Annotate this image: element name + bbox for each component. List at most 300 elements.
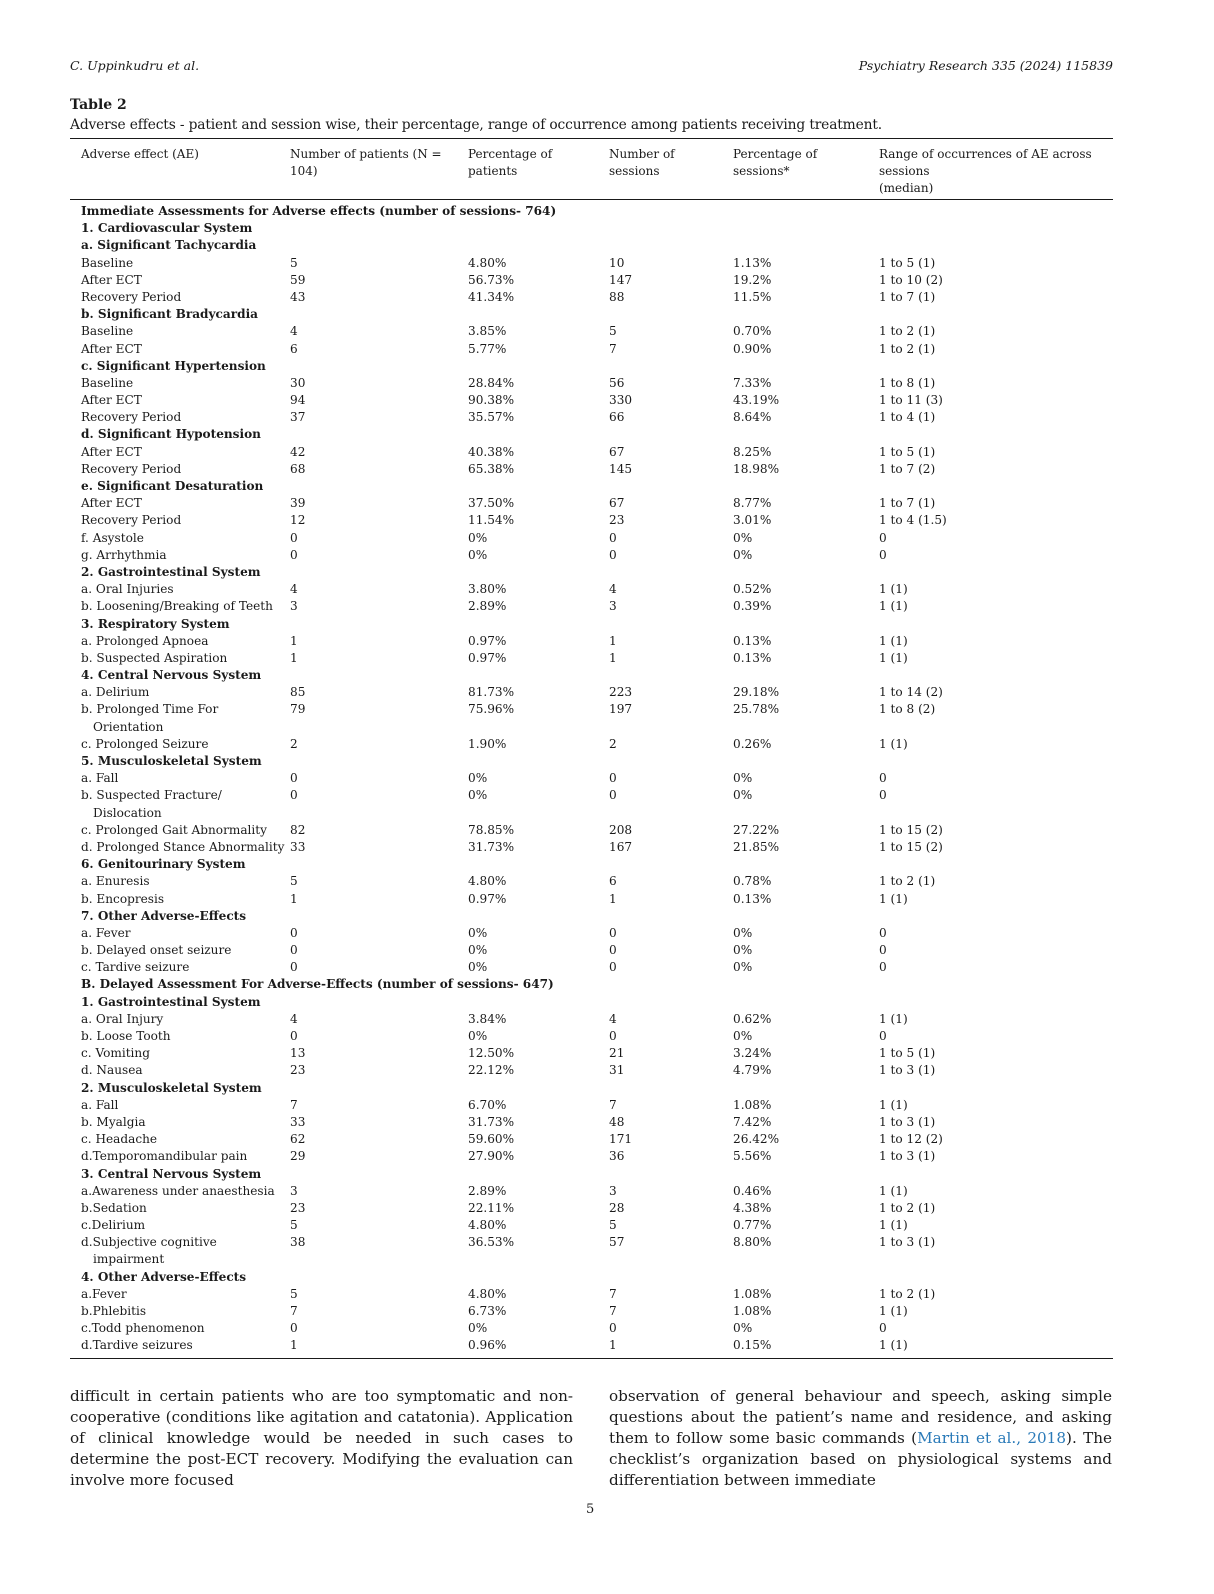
column-header-pct-patients-line2: patients (468, 164, 518, 178)
cell-sessions: 0 (609, 1029, 617, 1043)
cell-sessions: 0 (609, 925, 617, 940)
cell-pct-sessions: 43.19% (733, 393, 780, 408)
cell-adverse-effect: 3. Respiratory System (81, 616, 230, 631)
cell-range: 1 (1) (879, 582, 908, 597)
table-row (0, 323, 1214, 340)
cell-patients: 7 (290, 1097, 298, 1112)
cell-pct-patients: 41.34% (468, 289, 515, 304)
cell-adverse-effect: a. Fall (81, 771, 119, 786)
column-header-ae (81, 146, 199, 163)
cell-adverse-effect: g. Arrhythmia (81, 547, 167, 562)
cell-sessions: 1 (609, 650, 617, 665)
column-header-pct-sessions (733, 146, 817, 180)
column-header-pct-sessions-line1: Percentage of (733, 147, 818, 161)
table-section-heading (0, 203, 1214, 220)
table-row (0, 1028, 1214, 1045)
cell-adverse-effect: d.Subjective cognitive (81, 1235, 217, 1250)
cell-range: 1 to 3 (1) (879, 1063, 936, 1078)
cell-range: 1 to 14 (2) (879, 685, 943, 700)
cell-pct-sessions: 0% (733, 530, 753, 545)
table-row (0, 392, 1214, 409)
cell-adverse-effect: b. Prolonged Time For (81, 702, 219, 717)
cell-sessions: 36 (609, 1149, 625, 1164)
cell-pct-sessions: 0.62% (733, 1011, 772, 1026)
cell-adverse-effect: c. Significant Hypertension (81, 358, 266, 373)
table-row (0, 461, 1214, 478)
cell-patients: 37 (290, 410, 306, 425)
cell-adverse-effect: d. Significant Hypotension (81, 427, 261, 442)
cell-adverse-effect: b. Loosening/Breaking of Teeth (81, 599, 273, 614)
cell-adverse-effect: 1. Gastrointestinal System (81, 994, 261, 1009)
cell-adverse-effect: 6. Genitourinary System (81, 857, 246, 872)
cell-patients: 4 (290, 1011, 298, 1026)
cell-range: 1 to 3 (1) (879, 1149, 936, 1164)
cell-range: 0 (879, 771, 887, 786)
cell-pct-sessions: 8.64% (733, 410, 772, 425)
cell-adverse-effect: a. Oral Injury (81, 1011, 164, 1026)
cell-sessions: 0 (609, 943, 617, 958)
cell-sessions: 2 (609, 736, 617, 751)
table-caption: Adverse effects - patient and session wise, their percentage, range of occurrence among patients receiving treatment. (70, 117, 882, 133)
cell-pct-patients: 0% (468, 530, 488, 545)
table-row (0, 736, 1214, 753)
cell-sessions: 48 (609, 1114, 625, 1129)
table-row (0, 1114, 1214, 1131)
cell-pct-patients: 36.53% (468, 1235, 515, 1250)
cell-pct-patients: 65.38% (468, 461, 515, 476)
cell-range: 1 to 4 (1.5) (879, 513, 947, 528)
cell-sessions: 7 (609, 1286, 617, 1301)
table-row (0, 1286, 1214, 1303)
cell-range: 1 to 2 (1) (879, 1200, 936, 1215)
table-row (0, 444, 1214, 461)
cell-sessions: 67 (609, 496, 625, 511)
cell-pct-patients: 81.73% (468, 685, 515, 700)
cell-adverse-effect: After ECT (81, 496, 142, 511)
table-row (0, 942, 1214, 959)
table-label: Table 2 (70, 97, 127, 113)
cell-adverse-effect: 3. Central Nervous System (81, 1166, 262, 1181)
cell-range: 1 to 2 (1) (879, 874, 936, 889)
table-group-heading (0, 306, 1214, 323)
cell-pct-sessions: 0.52% (733, 582, 772, 597)
cell-range: 1 to 8 (1) (879, 375, 936, 390)
cell-sessions: 197 (609, 702, 633, 717)
table-row (0, 341, 1214, 358)
table-row (0, 1183, 1214, 1200)
column-header-sessions (609, 146, 675, 180)
cell-pct-sessions: 0% (733, 1029, 753, 1043)
cell-sessions: 0 (609, 960, 617, 975)
cell-patients: 3 (290, 599, 298, 614)
cell-pct-patients: 0% (468, 943, 488, 958)
column-header-pct-patients-line1: Percentage of (468, 147, 553, 161)
table-group-heading (0, 908, 1214, 925)
column-header-sessions-line1: Number of (609, 147, 675, 161)
column-header-ae-line: Adverse effect (AE) (81, 147, 199, 161)
cell-adverse-effect: 4. Central Nervous System (81, 668, 262, 683)
cell-sessions: 145 (609, 461, 633, 476)
cell-patients: 0 (290, 547, 298, 562)
cell-sessions: 57 (609, 1235, 625, 1250)
cell-range: 1 (1) (879, 1338, 908, 1353)
cell-patients: 3 (290, 1183, 298, 1198)
cell-pct-sessions: 8.80% (733, 1235, 772, 1250)
cell-range: 1 to 3 (1) (879, 1114, 936, 1129)
cell-adverse-effect: a. Fall (81, 1097, 119, 1112)
cell-adverse-effect: a. Fever (81, 925, 131, 940)
cell-pct-patients: 40.38% (468, 444, 515, 459)
cell-patients: 33 (290, 1114, 306, 1129)
cell-patients: 38 (290, 1235, 306, 1250)
table-group-heading (0, 426, 1214, 443)
table-row (0, 1148, 1214, 1165)
cell-sessions: 4 (609, 1011, 617, 1026)
cell-range: 1 (1) (879, 1304, 908, 1318)
cell-sessions: 5 (609, 324, 617, 339)
cell-pct-sessions: 0% (733, 1321, 753, 1336)
cell-adverse-effect: Immediate Assessments for Adverse effects (number of sessions- 764) (81, 204, 557, 218)
cell-pct-sessions: 1.13% (733, 255, 772, 270)
cell-pct-patients: 4.80% (468, 255, 507, 270)
table-row (0, 1011, 1214, 1028)
body-paragraph-left: difficult in certain patients who are too symptomatic and non-cooperative (conditions like agitation and catatonia). Application of clinical knowledge would be needed in such cases to determine the post-ECT recovery. Modifying the evaluation can involve more focused (70, 1387, 573, 1489)
table-group-heading (0, 616, 1214, 633)
cell-pct-patients: 0% (468, 547, 488, 562)
cell-adverse-effect: Baseline (81, 375, 134, 390)
cell-range: 1 to 2 (1) (879, 324, 936, 339)
cell-range: 1 to 2 (1) (879, 1286, 936, 1301)
cell-adverse-effect: a. Oral Injuries (81, 582, 174, 597)
cell-range: 1 to 7 (2) (879, 461, 936, 476)
cell-patients: 5 (290, 255, 298, 270)
cell-adverse-effect: a.Fever (81, 1286, 127, 1301)
cell-pct-patients: 4.80% (468, 874, 507, 889)
cell-patients: 5 (290, 874, 298, 889)
table-row (0, 787, 1214, 804)
cell-adverse-effect: b. Myalgia (81, 1114, 146, 1129)
cell-range: 0 (879, 943, 887, 958)
cell-pct-sessions: 27.22% (733, 822, 780, 837)
cell-pct-patients: 22.12% (468, 1063, 515, 1078)
cell-adverse-effect: B. Delayed Assessment For Adverse-Effects (number of sessions- 647) (81, 977, 554, 992)
cell-pct-patients: 0% (468, 771, 488, 786)
cell-adverse-effect: a. Delirium (81, 685, 150, 700)
cell-adverse-effect: Recovery Period (81, 410, 182, 425)
cell-patients: 42 (290, 444, 306, 459)
cell-range: 1 (1) (879, 1011, 908, 1026)
cell-adverse-effect: c. Vomiting (81, 1046, 150, 1061)
cell-sessions: 167 (609, 839, 633, 854)
cell-pct-sessions: 0% (733, 960, 753, 975)
cell-range: 0 (879, 1321, 887, 1336)
cell-sessions: 171 (609, 1132, 633, 1147)
cell-sessions: 1 (609, 891, 617, 906)
cell-adverse-effect: impairment (93, 1252, 165, 1267)
cell-sessions: 0 (609, 1321, 617, 1336)
cell-pct-patients: 28.84% (468, 375, 515, 390)
cell-patients: 5 (290, 1218, 298, 1233)
column-header-range (879, 146, 1092, 197)
column-header-patients (290, 146, 442, 180)
cell-range: 1 to 5 (1) (879, 255, 936, 270)
cell-patients: 0 (290, 1321, 298, 1336)
cell-sessions: 1 (609, 633, 617, 648)
cell-range: 1 (1) (879, 599, 908, 614)
citation-link[interactable]: Martin et al., 2018 (917, 1429, 1067, 1447)
cell-pct-patients: 2.89% (468, 1183, 507, 1198)
cell-patients: 6 (290, 341, 298, 356)
cell-pct-patients: 90.38% (468, 393, 515, 408)
cell-pct-sessions: 7.42% (733, 1114, 772, 1129)
table-header-rule (70, 199, 1113, 200)
cell-sessions: 3 (609, 1183, 617, 1198)
cell-sessions: 5 (609, 1218, 617, 1233)
cell-pct-sessions: 25.78% (733, 702, 780, 717)
table-group-heading (0, 994, 1214, 1011)
table-row (0, 512, 1214, 529)
cell-patients: 85 (290, 685, 306, 700)
cell-range: 0 (879, 788, 887, 803)
cell-adverse-effect: Recovery Period (81, 289, 182, 304)
cell-pct-sessions: 3.24% (733, 1046, 772, 1061)
cell-adverse-effect: c.Delirium (81, 1218, 146, 1233)
table-row (0, 873, 1214, 890)
cell-sessions: 6 (609, 874, 617, 889)
table-top-rule (70, 138, 1113, 139)
table-row (0, 598, 1214, 615)
running-header-journal: Psychiatry Research 335 (2024) 115839 (858, 58, 1113, 73)
table-row (0, 1320, 1214, 1337)
cell-patients: 2 (290, 736, 298, 751)
table-row (0, 1303, 1214, 1320)
cell-sessions: 223 (609, 685, 633, 700)
cell-pct-sessions: 0.15% (733, 1338, 772, 1353)
table-group-heading (0, 358, 1214, 375)
cell-adverse-effect: c. Headache (81, 1132, 158, 1147)
cell-sessions: 0 (609, 788, 617, 803)
table-row (0, 701, 1214, 718)
table-row (0, 495, 1214, 512)
cell-patients: 68 (290, 461, 306, 476)
cell-pct-patients: 31.73% (468, 839, 515, 854)
table-row (0, 289, 1214, 306)
cell-patients: 5 (290, 1286, 298, 1301)
cell-patients: 94 (290, 393, 306, 408)
cell-pct-patients: 0% (468, 1029, 488, 1043)
table-row (0, 409, 1214, 426)
table-group-heading (0, 667, 1214, 684)
cell-pct-patients: 0.97% (468, 633, 507, 648)
cell-range: 1 to 5 (1) (879, 444, 936, 459)
cell-range: 1 to 15 (2) (879, 822, 943, 837)
table-row (0, 547, 1214, 564)
cell-adverse-effect: f. Asystole (81, 530, 144, 545)
cell-patients: 59 (290, 272, 306, 287)
cell-pct-sessions: 0% (733, 771, 753, 786)
cell-adverse-effect: c. Prolonged Seizure (81, 736, 209, 751)
cell-patients: 13 (290, 1046, 306, 1061)
body-paragraph-right (609, 1386, 1112, 1491)
cell-adverse-effect: a. Enuresis (81, 874, 150, 889)
table-group-heading (0, 753, 1214, 770)
cell-sessions: 4 (609, 582, 617, 597)
cell-adverse-effect: Orientation (93, 719, 164, 734)
column-header-range-line3: (median) (879, 181, 934, 195)
column-header-range-line2: sessions (879, 164, 930, 178)
cell-pct-patients: 22.11% (468, 1200, 515, 1215)
table-row (0, 530, 1214, 547)
table-group-heading (0, 478, 1214, 495)
cell-pct-patients: 0% (468, 1321, 488, 1336)
cell-patients: 82 (290, 822, 306, 837)
cell-adverse-effect: After ECT (81, 444, 142, 459)
cell-adverse-effect: 7. Other Adverse-Effects (81, 908, 247, 923)
cell-sessions: 88 (609, 289, 625, 304)
cell-sessions: 23 (609, 513, 625, 528)
cell-range: 1 to 10 (2) (879, 272, 943, 287)
cell-sessions: 56 (609, 375, 625, 390)
cell-range: 1 (1) (879, 1097, 908, 1112)
cell-patients: 1 (290, 1338, 298, 1353)
cell-patients: 0 (290, 925, 298, 940)
cell-adverse-effect: c. Prolonged Gait Abnormality (81, 822, 267, 837)
cell-adverse-effect: 2. Gastrointestinal System (81, 564, 261, 579)
table-row (0, 822, 1214, 839)
column-header-patients-line1: Number of patients (N = (290, 147, 442, 161)
cell-pct-sessions: 0% (733, 943, 753, 958)
cell-patients: 7 (290, 1304, 298, 1318)
table-group-heading (0, 856, 1214, 873)
cell-sessions: 3 (609, 599, 617, 614)
cell-patients: 0 (290, 943, 298, 958)
cell-pct-sessions: 0.26% (733, 736, 772, 751)
cell-pct-patients: 37.50% (468, 496, 515, 511)
table-row (0, 1045, 1214, 1062)
cell-pct-patients: 3.85% (468, 324, 507, 339)
cell-adverse-effect: b. Delayed onset seizure (81, 943, 232, 958)
column-header-patients-line2: 104) (290, 164, 318, 178)
table-row (0, 581, 1214, 598)
cell-sessions: 21 (609, 1046, 625, 1061)
page-number: 5 (586, 1502, 595, 1517)
table-section-heading (0, 976, 1214, 993)
cell-adverse-effect: 4. Other Adverse-Effects (81, 1269, 247, 1284)
table-bottom-rule (70, 1358, 1113, 1359)
table-body (0, 203, 1214, 1355)
table-row (0, 375, 1214, 392)
table-row (0, 1200, 1214, 1217)
cell-pct-patients: 27.90% (468, 1149, 515, 1164)
cell-pct-patients: 11.54% (468, 513, 515, 528)
table-row (0, 633, 1214, 650)
cell-sessions: 0 (609, 771, 617, 786)
column-header-range-line1: Range of occurrences of AE across (879, 147, 1092, 161)
table-row (0, 770, 1214, 787)
cell-pct-patients: 0% (468, 788, 488, 803)
cell-patients: 23 (290, 1063, 306, 1078)
table-group-heading (0, 1080, 1214, 1097)
body-paragraph-right-text-2: ). The checklist’s organization based on physiological systems and differentiation between immediate (609, 1429, 1112, 1489)
cell-sessions: 66 (609, 410, 625, 425)
cell-pct-sessions: 1.08% (733, 1286, 772, 1301)
cell-range: 0 (879, 530, 887, 545)
cell-sessions: 67 (609, 444, 625, 459)
cell-pct-patients: 35.57% (468, 410, 515, 425)
table-group-heading (0, 564, 1214, 581)
cell-patients: 33 (290, 839, 306, 854)
cell-pct-patients: 75.96% (468, 702, 515, 717)
cell-adverse-effect: d.Temporomandibular pain (81, 1149, 248, 1164)
cell-patients: 62 (290, 1132, 306, 1147)
table-row (0, 959, 1214, 976)
cell-pct-sessions: 0.13% (733, 650, 772, 665)
cell-range: 0 (879, 547, 887, 562)
cell-range: 1 to 8 (2) (879, 702, 936, 717)
cell-pct-sessions: 8.25% (733, 444, 772, 459)
cell-pct-patients: 6.73% (468, 1304, 507, 1318)
cell-pct-patients: 3.84% (468, 1011, 507, 1026)
cell-adverse-effect: b. Loose Tooth (81, 1029, 171, 1043)
table-row (0, 1131, 1214, 1148)
cell-sessions: 330 (609, 393, 633, 408)
table-group-heading (0, 1166, 1214, 1183)
cell-pct-sessions: 21.85% (733, 839, 780, 854)
cell-adverse-effect: b. Suspected Aspiration (81, 650, 228, 665)
cell-pct-sessions: 26.42% (733, 1132, 780, 1147)
cell-adverse-effect: 5. Musculoskeletal System (81, 754, 262, 768)
cell-pct-sessions: 0.13% (733, 633, 772, 648)
cell-patients: 0 (290, 771, 298, 786)
cell-pct-sessions: 0% (733, 925, 753, 940)
table-row-continuation (0, 1251, 1214, 1268)
column-header-pct-sessions-line2: sessions* (733, 164, 790, 178)
table-row (0, 272, 1214, 289)
cell-pct-patients: 0% (468, 925, 488, 940)
cell-range: 1 to 7 (1) (879, 289, 936, 304)
cell-sessions: 208 (609, 822, 633, 837)
cell-range: 1 to 11 (3) (879, 393, 943, 408)
cell-range: 1 to 5 (1) (879, 1046, 936, 1061)
cell-patients: 30 (290, 375, 306, 390)
cell-adverse-effect: After ECT (81, 341, 142, 356)
cell-adverse-effect: a.Awareness under anaesthesia (81, 1183, 275, 1198)
cell-adverse-effect: After ECT (81, 393, 142, 408)
cell-pct-sessions: 0% (733, 547, 753, 562)
cell-range: 1 to 12 (2) (879, 1132, 943, 1147)
cell-sessions: 0 (609, 530, 617, 545)
cell-pct-patients: 12.50% (468, 1046, 515, 1061)
cell-pct-sessions: 0.77% (733, 1218, 772, 1233)
cell-adverse-effect: c.Todd phenomenon (81, 1321, 205, 1336)
table-row-continuation (0, 805, 1214, 822)
cell-pct-patients: 3.80% (468, 582, 507, 597)
cell-range: 1 to 3 (1) (879, 1235, 936, 1250)
cell-sessions: 7 (609, 1097, 617, 1112)
table-group-heading (0, 237, 1214, 254)
cell-adverse-effect: c. Tardive seizure (81, 960, 190, 975)
cell-sessions: 7 (609, 1304, 617, 1318)
table-row (0, 891, 1214, 908)
running-header-authors: C. Uppinkudru et al. (70, 58, 200, 73)
cell-range: 1 (1) (879, 1183, 908, 1198)
cell-patients: 0 (290, 1029, 298, 1043)
cell-pct-sessions: 4.79% (733, 1063, 772, 1078)
cell-pct-patients: 31.73% (468, 1114, 515, 1129)
cell-patients: 12 (290, 513, 306, 528)
cell-pct-sessions: 1.08% (733, 1304, 772, 1318)
cell-adverse-effect: Recovery Period (81, 461, 182, 476)
